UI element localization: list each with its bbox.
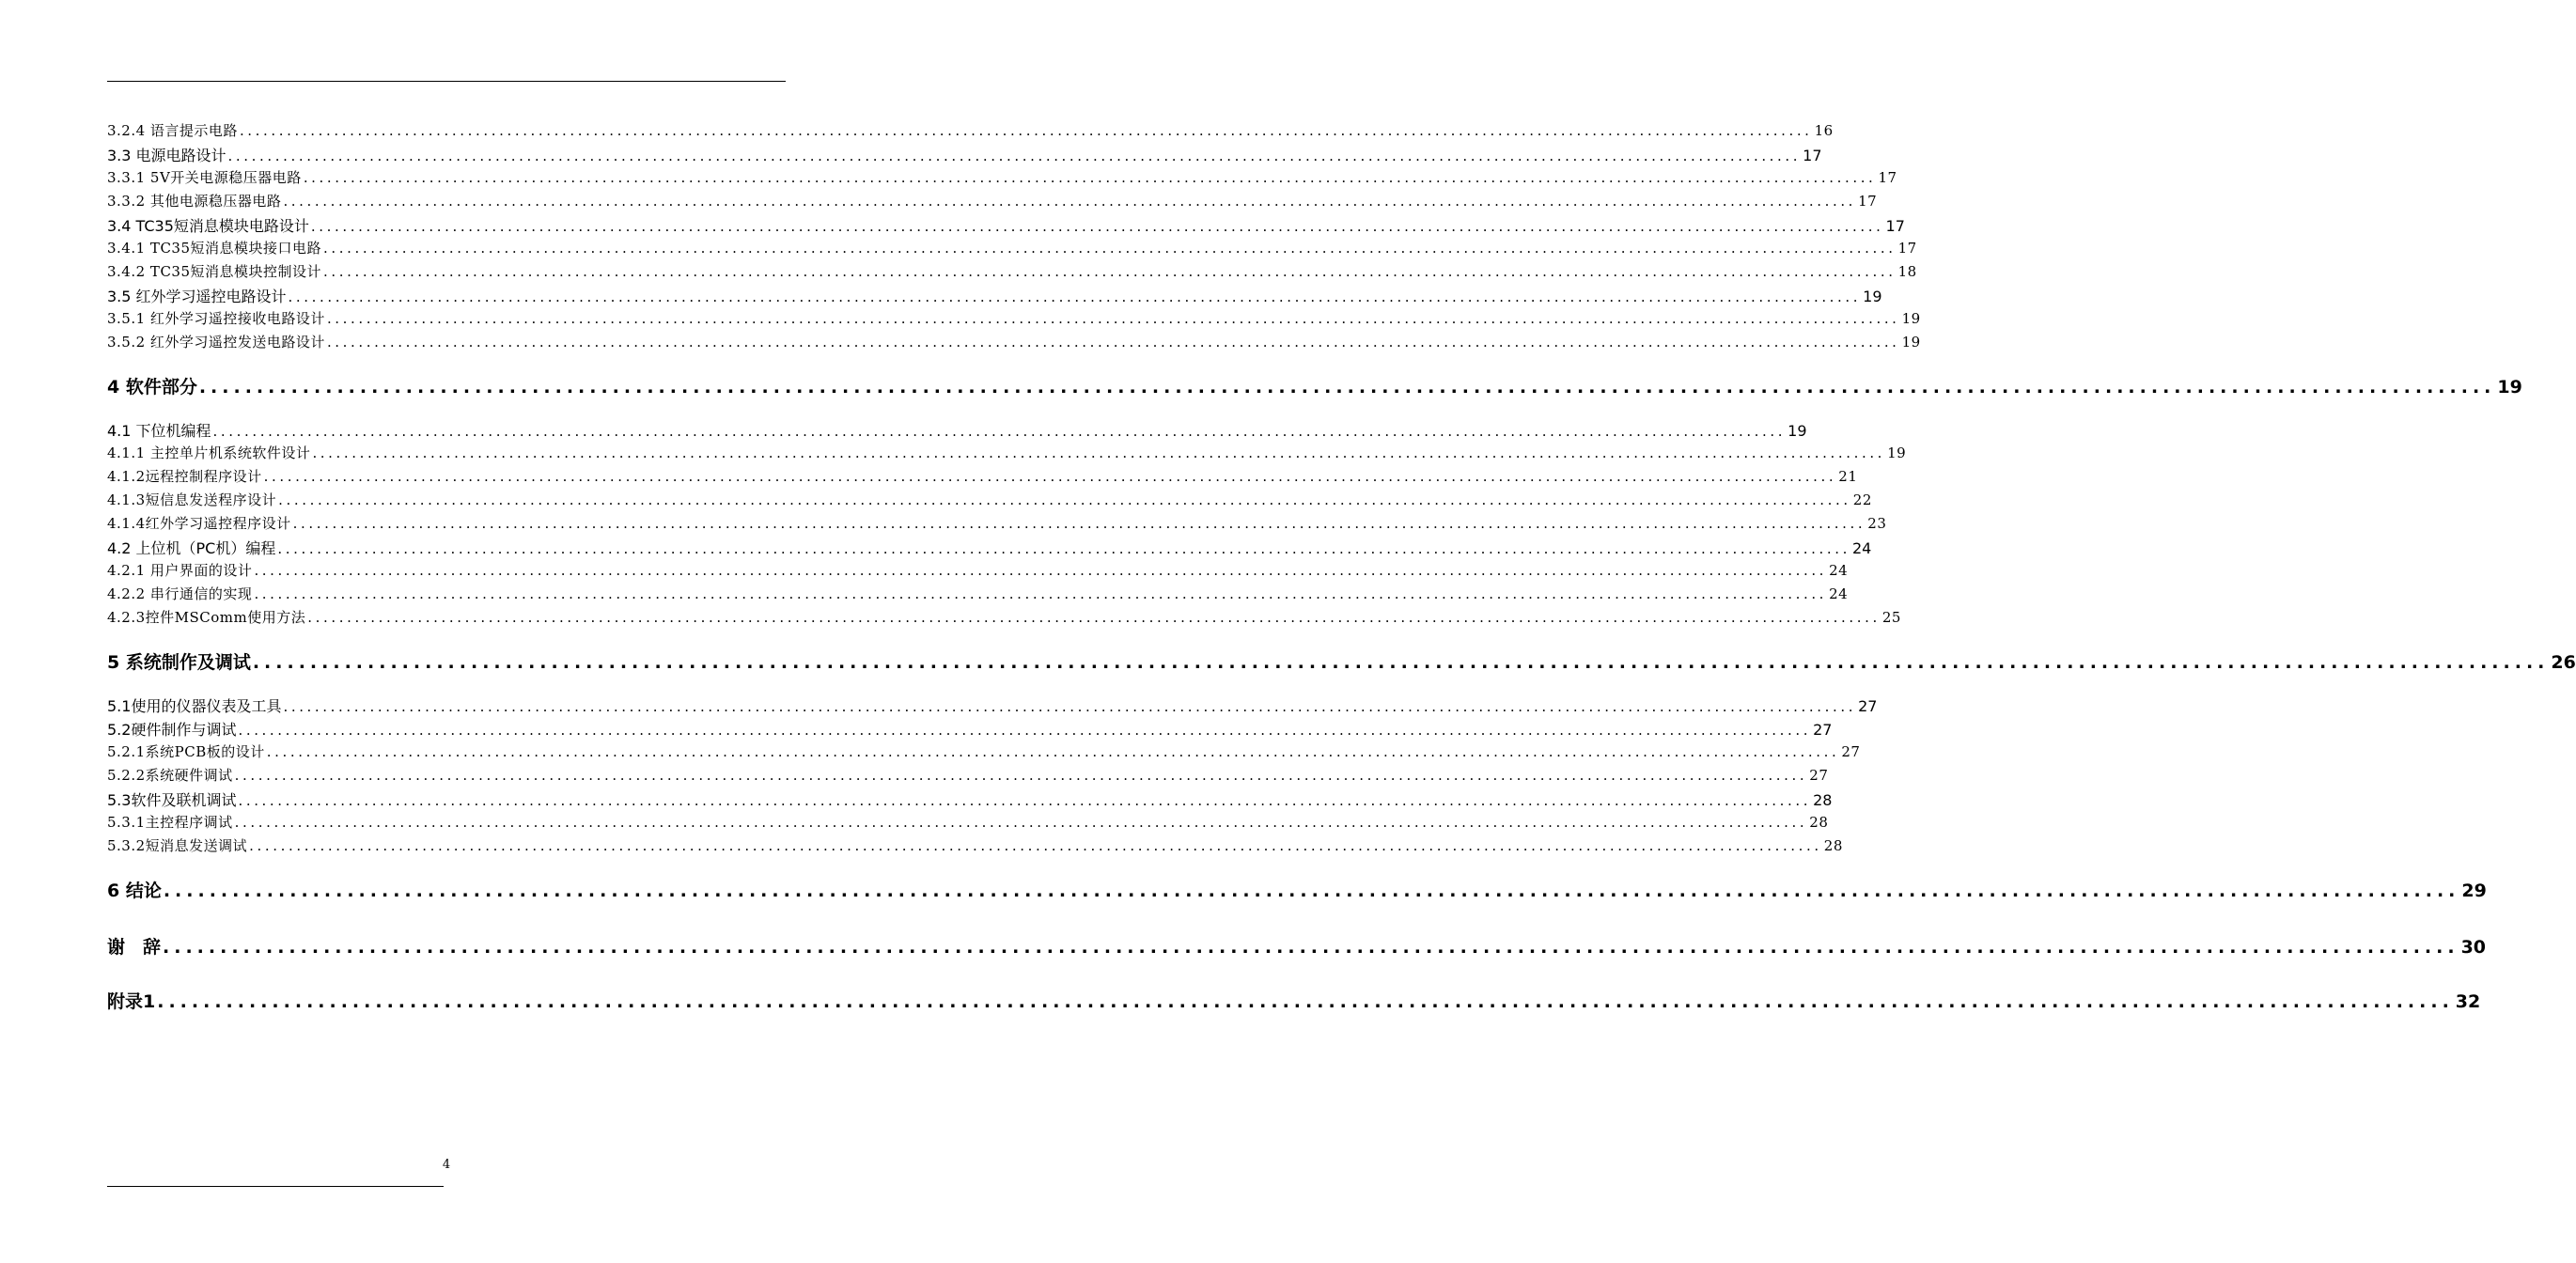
toc-entry[interactable]: [107, 261, 1917, 281]
toc-entry-title: 6 结论: [107, 881, 162, 901]
toc-entry-title: 5.1使用的仪器仪表及工具: [107, 697, 282, 715]
toc-entry-page: 22: [1852, 491, 1872, 508]
toc-entry-page: 19: [1901, 334, 1921, 351]
toc-entry-page: 27: [1813, 721, 1833, 739]
toc-entry-page: 23: [1867, 515, 1887, 532]
toc-entry-title: 谢 辞: [107, 937, 162, 958]
toc-dot-leader: ........................................................................................................................................................................................................: [234, 814, 1808, 831]
toc-dot-leader: ........................................................................................................................................................................................................: [249, 837, 1822, 854]
toc-dot-leader: ........................................................................................................................................................................................................: [277, 540, 1850, 557]
toc-entry[interactable]: [107, 788, 1833, 810]
toc-entry-page: 19: [2497, 377, 2522, 398]
toc-dot-leader: ........................................................................................................................................................................................................: [234, 767, 1808, 784]
toc-entry[interactable]: [107, 765, 1829, 785]
toc-dot-leader: ........................................................................................................................................................................................................: [163, 881, 2460, 901]
toc-entry-title: 5.3软件及联机调试: [107, 791, 237, 809]
toc-entry-title: 3.5.1 红外学习遥控接收电路设计: [107, 310, 325, 327]
toc-entry-page: 19: [1887, 444, 1907, 461]
toc-entry-page: 19: [1788, 422, 1807, 440]
toc-entry-page: 28: [1823, 837, 1843, 854]
toc-entry-title: 4.1 下位机编程: [107, 422, 211, 440]
toc-dot-leader: ........................................................................................................................................................................................................: [326, 310, 1900, 327]
toc-entry-page: 17: [1803, 147, 1822, 164]
toc-entry-page: 24: [1829, 585, 1849, 602]
toc-entry-page: 27: [1858, 697, 1878, 715]
toc-entry-title: 3.2.4 语言提示电路: [107, 122, 238, 139]
toc-entry-title: 3.3.1 5V开关电源稳压器电路: [107, 169, 302, 186]
toc-entry-title: 5.2.2系统硬件调试: [107, 767, 233, 784]
toc-dot-leader: ........................................................................................................................................................................................................: [254, 585, 1828, 602]
toc-entry-page: 16: [1814, 122, 1834, 139]
toc-entry[interactable]: [107, 513, 1887, 533]
toc-dot-leader: ........................................................................................................................................................................................................: [198, 377, 2496, 398]
toc-dot-leader: ........................................................................................................................................................................................................: [307, 609, 1881, 626]
toc-entry[interactable]: [107, 332, 1921, 351]
toc-dot-leader: ........................................................................................................................................................................................................: [252, 652, 2550, 673]
toc-entry-page: 27: [1841, 743, 1861, 760]
toc-entry-title: 4.2 上位机（PC机）编程: [107, 539, 276, 557]
toc-entry-title: 4.2.3控件MSComm使用方法: [107, 609, 306, 626]
page-number: 4: [442, 1158, 451, 1172]
toc-entry-title: 5.3.2短消息发送调试: [107, 837, 248, 854]
toc-entry-page: 26: [2551, 652, 2576, 673]
toc-entry[interactable]: [107, 648, 2576, 674]
toc-entry-page: 24: [1851, 539, 1872, 557]
toc-entry[interactable]: [107, 607, 1901, 627]
toc-dot-leader: ........................................................................................................................................................................................................: [283, 698, 1857, 715]
toc-entry[interactable]: [107, 167, 1897, 187]
toc-entry-title: 3.4 TC35短消息模块电路设计: [107, 217, 309, 235]
toc-entry-title: 4.2.2 串行通信的实现: [107, 585, 253, 602]
toc-entry-title: 5.2硬件制作与调试: [107, 721, 237, 739]
toc-dot-leader: ........................................................................................................................................................................................................: [238, 722, 1812, 739]
toc-entry-page: 17: [1878, 169, 1897, 186]
toc-entry[interactable]: [107, 490, 1872, 509]
toc-dot-leader: ........................................................................................................................................................................................................: [238, 792, 1812, 809]
toc-dot-leader: ........................................................................................................................................................................................................: [292, 515, 1866, 532]
toc-entry[interactable]: [107, 741, 1861, 761]
toc-dot-leader: ........................................................................................................................................................................................................: [288, 288, 1862, 305]
toc-dot-leader: ........................................................................................................................................................................................................: [303, 169, 1877, 186]
toc-dot-leader: ........................................................................................................................................................................................................: [310, 218, 1884, 235]
toc-entry[interactable]: [107, 308, 1921, 328]
toc-entry-page: 21: [1838, 468, 1858, 485]
toc-entry-page: 17: [1897, 240, 1917, 257]
toc-entry-title: 4.2.1 用户界面的设计: [107, 562, 253, 579]
toc-dot-leader: ........................................................................................................................................................................................................: [323, 263, 1897, 280]
toc-dot-leader: ........................................................................................................................................................................................................: [163, 937, 2459, 958]
toc-entry[interactable]: [107, 373, 2522, 398]
toc-dot-leader: ........................................................................................................................................................................................................: [278, 491, 1851, 508]
toc-entry-page: 19: [1901, 310, 1921, 327]
toc-entry[interactable]: [107, 584, 1849, 603]
toc-entry[interactable]: [107, 238, 1917, 257]
toc-entry[interactable]: [107, 214, 1905, 236]
toc-dot-leader: ........................................................................................................................................................................................................: [263, 468, 1837, 485]
toc-entry[interactable]: [107, 285, 1882, 306]
toc-dot-leader: ........................................................................................................................................................................................................: [212, 423, 1787, 440]
toc-entry[interactable]: [107, 933, 2487, 959]
toc-entry-page: 30: [2460, 937, 2487, 958]
toc-dot-leader: ........................................................................................................................................................................................................: [239, 122, 1813, 139]
toc-entry-page: 28: [1809, 814, 1829, 831]
toc-entry-title: 3.5.2 红外学习遥控发送电路设计: [107, 334, 325, 351]
header-rule: [107, 81, 786, 82]
toc-entry[interactable]: [107, 120, 1834, 140]
toc-entry[interactable]: [107, 877, 2487, 902]
toc-entry[interactable]: [107, 988, 2481, 1013]
toc-entry-page: 29: [2461, 881, 2487, 901]
toc-entry[interactable]: [107, 812, 1829, 832]
toc-entry-title: 4.1.2远程控制程序设计: [107, 468, 262, 485]
footnote-rule: [107, 1186, 444, 1187]
toc-entry-page: 27: [1809, 767, 1829, 784]
toc-entry-page: 24: [1829, 562, 1849, 579]
toc-entry-title: 3.5 红外学习遥控电路设计: [107, 288, 287, 305]
toc-entry-title: 3.4.1 TC35短消息模块接口电路: [107, 240, 322, 257]
toc-entry[interactable]: [107, 191, 1878, 210]
toc-dot-leader: ........................................................................................................................................................................................................: [227, 148, 1802, 164]
toc-entry[interactable]: [107, 144, 1822, 165]
toc-entry-page: 25: [1881, 609, 1901, 626]
toc-entry[interactable]: [107, 694, 1878, 716]
toc-entry-title: 4 软件部分: [107, 377, 197, 398]
toc-entry-page: 28: [1813, 791, 1833, 809]
toc-entry-title: 4.1.4红外学习遥控程序设计: [107, 515, 291, 532]
toc-dot-leader: ........................................................................................................................................................................................................: [266, 743, 1840, 760]
toc-entry[interactable]: [107, 835, 1843, 855]
toc-dot-leader: ........................................................................................................................................................................................................: [157, 991, 2454, 1012]
toc-dot-leader: ........................................................................................................................................................................................................: [283, 193, 1857, 210]
toc-entry-title: 5.2.1系统PCB板的设计: [107, 743, 265, 760]
toc-entry[interactable]: [107, 537, 1872, 558]
toc-entry-title: 附录1: [107, 991, 156, 1012]
toc-entry-title: 3.4.2 TC35短消息模块控制设计: [107, 263, 322, 280]
toc-entry-title: 3.3.2 其他电源稳压器电路: [107, 193, 282, 210]
toc-entry-page: 17: [1885, 217, 1905, 235]
toc-entry[interactable]: [107, 718, 1833, 740]
toc-entry-title: 4.1.1 主控单片机系统软件设计: [107, 444, 311, 461]
toc-entry-title: 5 系统制作及调试: [107, 652, 251, 673]
toc-entry-title: 4.1.3短信息发送程序设计: [107, 491, 277, 508]
toc-entry-page: 18: [1897, 263, 1917, 280]
toc-entry-page: 32: [2455, 991, 2481, 1012]
toc-entry-title: 3.3 电源电路设计: [107, 147, 226, 164]
toc-entry[interactable]: [107, 560, 1849, 580]
toc-entry[interactable]: [107, 466, 1858, 486]
toc-dot-leader: ........................................................................................................................................................................................................: [323, 240, 1897, 257]
toc-dot-leader: ........................................................................................................................................................................................................: [312, 444, 1886, 461]
toc-entry-page: 19: [1863, 288, 1882, 305]
toc-entry-title: 5.3.1主控程序调试: [107, 814, 233, 831]
toc-entry[interactable]: [107, 443, 1907, 462]
toc-entry[interactable]: [107, 419, 1807, 441]
toc-dot-leader: ........................................................................................................................................................................................................: [326, 334, 1900, 351]
toc-dot-leader: ........................................................................................................................................................................................................: [254, 562, 1828, 579]
toc-entry-page: 17: [1858, 193, 1878, 210]
